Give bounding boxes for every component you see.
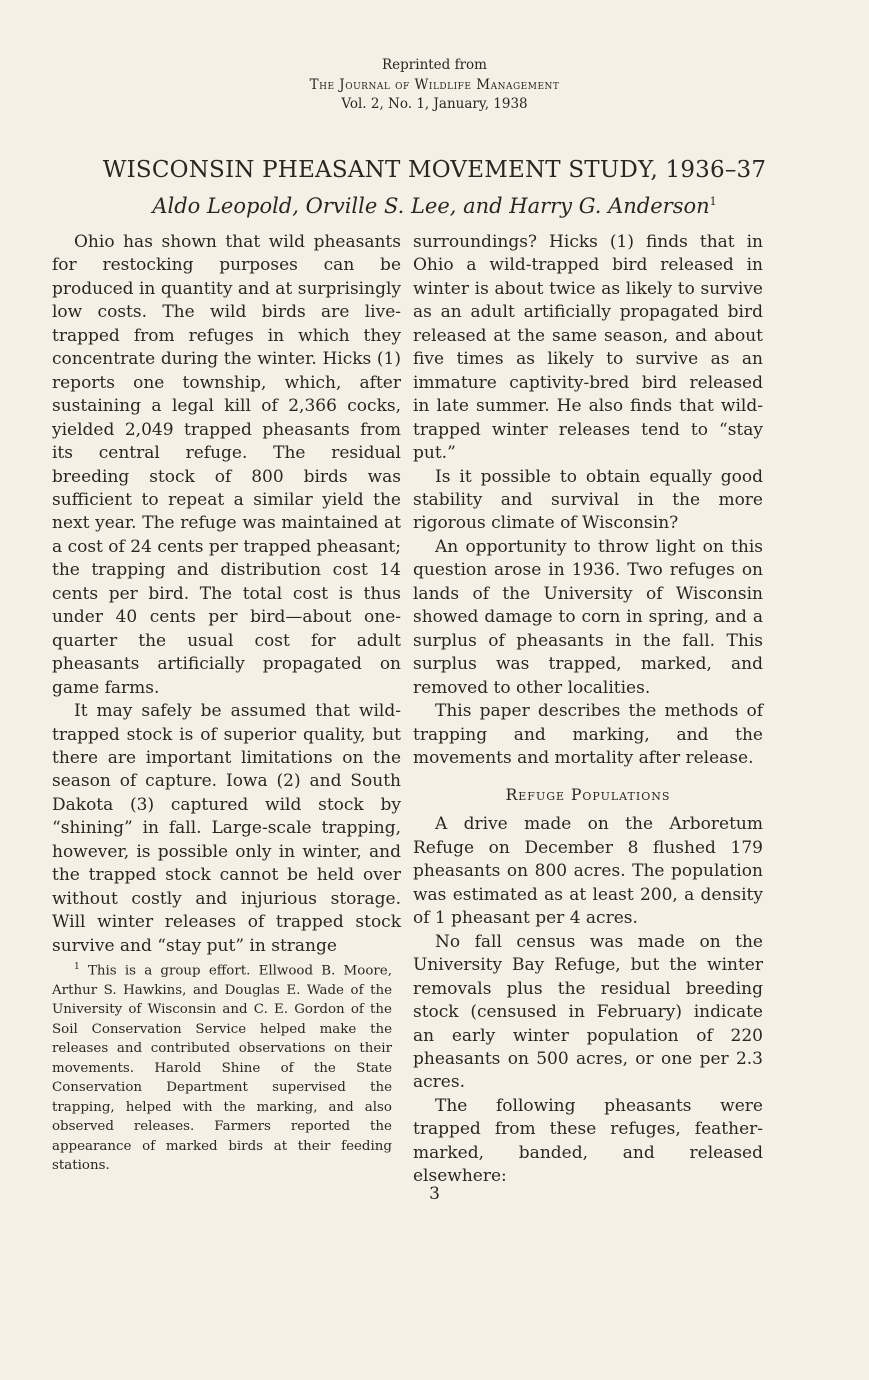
paragraph: An opportunity to throw light on this question arose in 1936. Two refuges on lands of the University of Wisconsin showed damage to corn in spring, and a surplus of pheasants in the fall. This surplus was trapped, marked, and removed to other localities. — [413, 536, 763, 698]
article-title: WISCONSIN PHEASANT MOVEMENT STUDY, 1936–37 — [102, 157, 767, 183]
journal-name: The Journal of Wildlife Management — [309, 76, 560, 93]
paragraph: surroundings? Hicks (1) finds that in Ohio a wild-trapped bird released in winter is about twice as likely to survive as an adult artificially propagated bird released at the same season, and about five times as likely to survive as an immature captivity-bred bird released in late summer. He also finds that wild-trapped winter releases tend to “stay put.” — [413, 232, 763, 464]
paragraph: No fall census was made on the University Bay Refuge, but the winter removals plus the residual breeding stock (censused in February) indicate an early winter population of 220 pheasants on 500 acres, or one per 2.3 acres. — [413, 931, 763, 1093]
footnote — [52, 958, 392, 1176]
footnote-mark: 1 — [74, 962, 80, 972]
paragraph: Ohio has shown that wild pheasants for restocking purposes can be produced in quantity and at surprisingly low costs. The wild birds are live-trapped from refuges in which they concentrate during the winter. Hicks (1) reports one township, which, after sustaining a legal kill of 2,366 cocks, yielded 2,049 trapped pheasants from its central refuge. The residual breeding stock of 800 birds was sufficient to repeat a similar yield the next year. The refuge was maintained at a cost of 24 cents per trapped pheasant; the trapping and distribution cost 14 cents per bird. The total cost is thus under 40 cents per bird—about one-quarter the usual cost for adult pheasants artificially propagated on game farms. — [52, 232, 401, 698]
section-heading: Refuge Populations — [505, 786, 671, 805]
reprint-line: Reprinted from — [382, 57, 487, 73]
author-names: Aldo Leopold, Orville S. Lee, and Harry G. Anderson — [152, 194, 710, 218]
paragraph: Is it possible to obtain equally good stability and survival in the more rigorous climate of Wisconsin? — [413, 466, 763, 534]
paragraph: The following pheasants were trapped from these refuges, feather-marked, banded, and released elsewhere: — [413, 1095, 763, 1187]
paragraph: A drive made on the Arboretum Refuge on December 8 flushed 179 pheasants on 800 acres. The population was estimated as at least 200, a density of 1 pheasant per 4 acres. — [413, 814, 763, 929]
author-footnote-mark: 1 — [709, 195, 717, 208]
paragraph: This paper describes the methods of trapping and marking, and the movements and mortality after release. — [413, 701, 763, 768]
reprint-header — [0, 56, 869, 115]
volume-info: Vol. 2, No. 1, January, 1938 — [341, 96, 528, 112]
right-column — [413, 231, 763, 1189]
page-number: 3 — [429, 1184, 440, 1204]
left-column — [52, 231, 401, 958]
article-authors — [0, 188, 869, 220]
paragraph: It may safely be assumed that wild-trapped stock is of superior quality, but there are important limitations on the season of capture. Iowa (2) and South Dakota (3) captured wild stock by “shining” in fall. Large-scale trapping, however, is possible only in winter, and the trapped stock cannot be held over without costly and injurious storage. Will winter releases of trapped stock survive and “stay put” in strange — [52, 701, 401, 956]
footnote-text: This is a group effort. Ellwood B. Moore, Arthur S. Hawkins, and Douglas E. Wade of the University of Wisconsin and C. E. Gordon of the Soil Conservation Service helped make the releases and contributed observations on their movements. Harold Shine of the State Conservation Department supervised the trapping, helped with the marking, and also observed releases. Farmers reported the appearance of marked birds at their feeding stations. — [52, 963, 392, 1174]
